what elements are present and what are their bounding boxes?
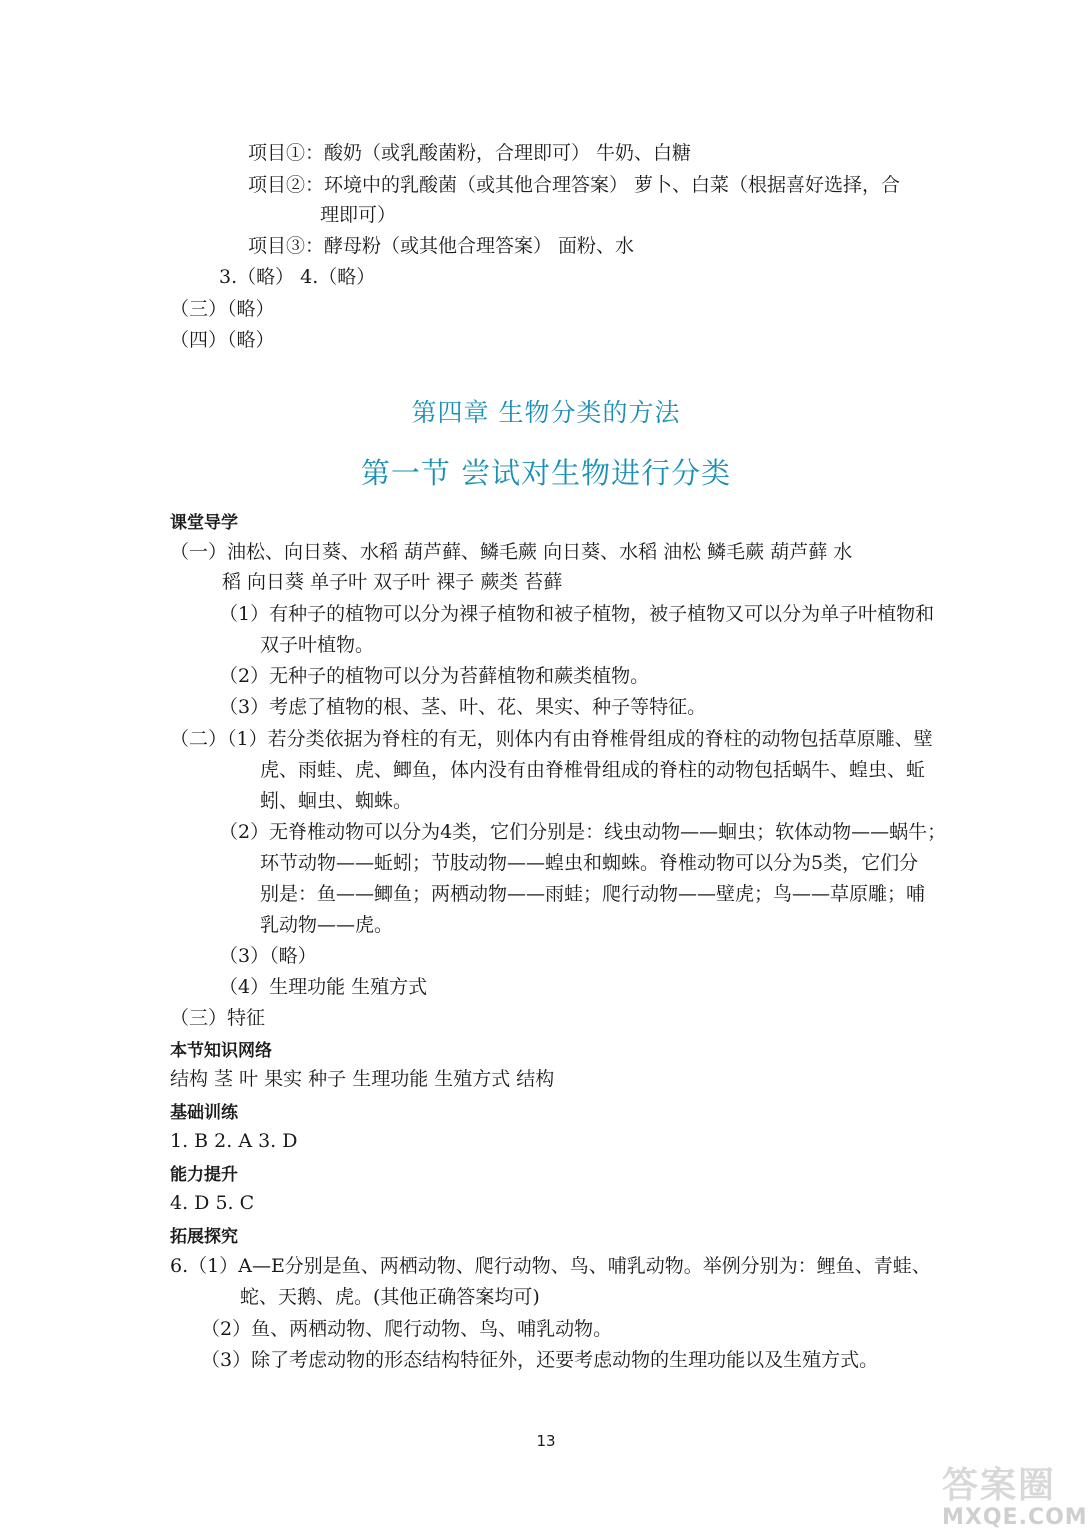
ketang-line-11: 环节动物——蚯蚓；节肢动物——蝗虫和蜘蛛。脊椎动物可以分为5类，它们分 — [260, 852, 919, 874]
section-title: 第一节 尝试对生物进行分类 — [360, 456, 732, 490]
project-2-line: 项目②：环境中的乳酸菌（或其他合理答案） 萝卜、白菜（根据喜好选择，合 — [248, 174, 901, 196]
chapter-title: 第四章 生物分类的方法 — [411, 398, 681, 427]
project-2-cont-line: 理即可） — [320, 204, 397, 226]
watermark-logo — [942, 1466, 1090, 1534]
zhishi-line: 结构 茎 叶 果实 种子 生理功能 生殖方式 结构 — [170, 1068, 555, 1090]
ketang-line-3: （1）有种子的植物可以分为裸子植物和被子植物，被子植物又可以分为单子叶植物和 — [219, 603, 935, 625]
nengli-line: 4. D 5. C — [170, 1192, 255, 1214]
jichu-line: 1. B 2. A 3. D — [170, 1130, 298, 1152]
ketang-line-16: （三）特征 — [170, 1007, 266, 1029]
project-1-line: 项目①：酸奶（或乳酸菌粉，合理即可） 牛奶、白糖 — [248, 142, 692, 164]
heading-ketang: 课堂导学 — [170, 513, 238, 533]
tuozhan-line-1: 6.（1）A—E分别是鱼、两栖动物、爬行动物、鸟、哺乳动物。举例分别为：鲤鱼、青蛙、 — [170, 1255, 931, 1277]
heading-jichu: 基础训练 — [170, 1103, 238, 1123]
ketang-line-2: 稻 向日葵 单子叶 双子叶 裸子 蕨类 苔藓 — [222, 571, 563, 593]
part-4-line: （四）（略） — [170, 329, 275, 351]
ketang-line-5: （2）无种子的植物可以分为苔藓植物和蕨类植物。 — [219, 665, 650, 687]
answer-3-4-line: 3.（略） 4.（略） — [219, 266, 376, 288]
ketang-line-9: 蚓、蛔虫、蜘蛛。 — [260, 790, 413, 812]
ketang-line-6: （3）考虑了植物的根、茎、叶、花、果实、种子等特征。 — [219, 696, 707, 718]
ketang-line-1: （一）油松、向日葵、水稻 葫芦藓、鳞毛蕨 向日葵、水稻 油松 鳞毛蕨 葫芦藓 水 — [170, 541, 853, 563]
ketang-line-14: （3）（略） — [219, 945, 317, 967]
heading-nengli: 能力提升 — [170, 1165, 238, 1185]
watermark-top-text: 答案圈 — [942, 1465, 1057, 1506]
tuozhan-line-2: 蛇、天鹅、虎。(其他正确答案均可) — [240, 1286, 540, 1308]
ketang-line-15: （4）生理功能 生殖方式 — [219, 976, 428, 998]
heading-zhishi: 本节知识网络 — [170, 1041, 272, 1061]
heading-tuozhan: 拓展探究 — [170, 1227, 238, 1247]
ketang-line-7: （二）（1）若分类依据为脊柱的有无，则体内有由脊椎骨组成的脊柱的动物包括草原雕、壁 — [170, 728, 933, 750]
ketang-line-12: 别是：鱼——鲫鱼；两栖动物——雨蛙；爬行动物——壁虎；鸟——草原雕；哺 — [260, 883, 926, 905]
ketang-line-4: 双子叶植物。 — [260, 634, 375, 656]
project-3-line: 项目③：酵母粉（或其他合理答案） 面粉、水 — [248, 235, 635, 257]
ketang-line-13: 乳动物——虎。 — [260, 914, 394, 936]
ketang-line-8: 虎、雨蛙、虎、鲫鱼，体内没有由脊椎骨组成的脊柱的动物包括蜗牛、蝗虫、蚯 — [260, 759, 926, 781]
watermark-bottom-text: MXQE.COM — [942, 1505, 1088, 1530]
ketang-line-10: （2）无脊椎动物可以分为4类，它们分别是：线虫动物——蛔虫；软体动物——蜗牛； — [219, 821, 947, 843]
page-number: 13 — [536, 1432, 556, 1450]
tuozhan-line-3: （2）鱼、两栖动物、爬行动物、鸟、哺乳动物。 — [201, 1318, 613, 1340]
part-3-line: （三）（略） — [170, 298, 275, 320]
tuozhan-line-4: （3）除了考虑动物的形态结构特征外，还要考虑动物的生理功能以及生殖方式。 — [201, 1349, 879, 1371]
